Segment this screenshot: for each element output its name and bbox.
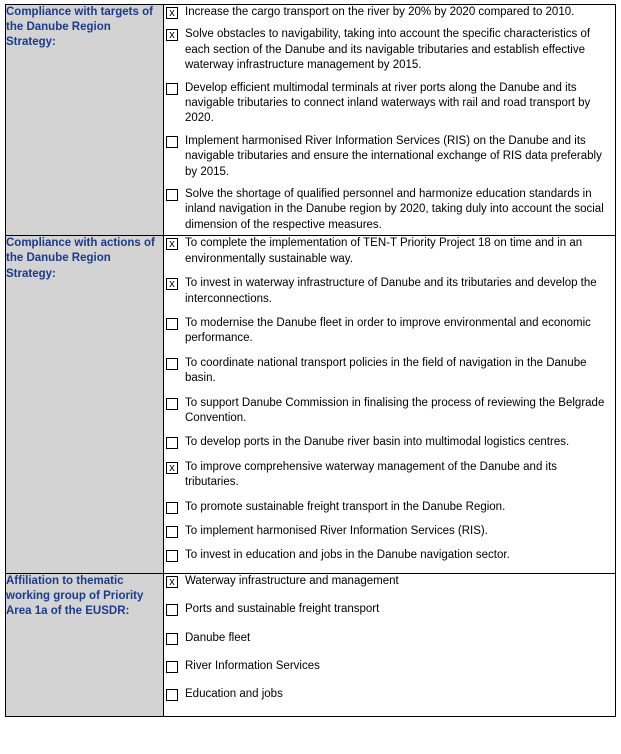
row-label-actions: Compliance with actions of the Danube Region Strategy: <box>6 237 155 280</box>
list-item-label: To develop ports in the Danube river basin into multimodal logistics centres. <box>185 436 570 449</box>
checklist-affiliation <box>164 573 616 716</box>
list-item[interactable] <box>164 187 615 233</box>
list-item[interactable] <box>164 524 615 539</box>
list-item-label: Implement harmonised River Information Services (RIS) on the Danube and its navigable tributaries and ensure the international exchange of RIS data preferably by 2015. <box>185 134 602 178</box>
checkbox-icon[interactable] <box>166 83 178 95</box>
checkbox-icon[interactable] <box>166 358 178 370</box>
list-item-label: Ports and sustainable freight transport <box>185 603 380 616</box>
list-item[interactable] <box>164 81 615 127</box>
list-item-label: To modernise the Danube fleet in order to improve environmental and economic performance. <box>185 316 591 345</box>
checkbox-icon[interactable] <box>166 318 178 330</box>
list-item[interactable] <box>164 500 615 515</box>
list-item-label: Solve obstacles to navigability, taking into account the specific characteristics of each section of the Danube and its navigable tributaries and establish effective waterway infrastructure management by 2015. <box>185 28 591 72</box>
list-item-label: River Information Services <box>185 660 320 672</box>
checkbox-icon[interactable] <box>166 604 178 616</box>
list-item-label: To promote sustainable freight transport in the Danube Region. <box>185 500 506 513</box>
list-item[interactable] <box>164 316 615 347</box>
list-item-label: Develop efficient multimodal terminals at river ports along the Danube and its navigable tributaries to connect inland waterways with rail and road transport by 2020. <box>185 81 591 125</box>
checklist-actions <box>164 236 616 574</box>
list-item-label: To coordinate national transport policies in the field of navigation in the Danube basin. <box>185 356 587 385</box>
table-row-targets <box>6 5 616 236</box>
list-item-label: To improve comprehensive waterway management of the Danube and its tributaries. <box>185 460 558 489</box>
checkbox-icon[interactable] <box>166 633 178 645</box>
compliance-form-table <box>5 4 616 717</box>
list-item[interactable] <box>164 631 615 646</box>
checkbox-icon[interactable] <box>166 576 178 588</box>
list-item-label: To implement harmonised River Information Services (RIS). <box>185 524 488 537</box>
row-label-cell-targets <box>6 5 164 236</box>
checkbox-icon[interactable] <box>166 526 178 538</box>
checkbox-icon[interactable] <box>166 278 178 290</box>
list-item[interactable] <box>164 5 615 20</box>
checkbox-icon[interactable] <box>166 502 178 514</box>
list-item[interactable] <box>164 548 615 563</box>
list-item-label: Danube fleet <box>185 631 251 644</box>
list-item[interactable] <box>164 27 615 73</box>
list-item-label: Increase the cargo transport on the river by 20% by 2020 compared to 2010. <box>185 6 575 18</box>
row-label-cell-actions <box>6 236 164 574</box>
checkbox-icon[interactable] <box>166 398 178 410</box>
list-item-label: Education and jobs <box>185 688 283 701</box>
checkbox-icon[interactable] <box>166 238 178 250</box>
list-item[interactable] <box>164 574 615 589</box>
checkbox-icon[interactable] <box>166 661 178 673</box>
list-item-label: To support Danube Commission in finalising the process of reviewing the Belgrade Convention. <box>185 396 605 424</box>
table-row-actions <box>6 236 616 574</box>
row-label-targets: Compliance with targets of the Danube Region Strategy: <box>6 6 153 49</box>
list-item-label: Waterway infrastructure and management <box>185 574 399 587</box>
checkbox-icon[interactable] <box>166 550 178 562</box>
checkbox-icon[interactable] <box>166 7 178 19</box>
list-item[interactable] <box>164 602 615 617</box>
checkbox-icon[interactable] <box>166 437 178 449</box>
list-item-label: To invest in education and jobs in the Danube navigation sector. <box>185 549 510 562</box>
row-label-affiliation: Affiliation to thematic working group of Priority Area 1a of the EUSDR: <box>6 574 144 618</box>
list-item[interactable] <box>164 134 615 180</box>
checkbox-icon[interactable] <box>166 462 178 474</box>
list-item[interactable] <box>164 687 615 702</box>
checkbox-icon[interactable] <box>166 689 178 701</box>
list-item[interactable] <box>164 356 615 387</box>
list-item[interactable] <box>164 435 615 450</box>
list-item[interactable] <box>164 396 615 427</box>
table-row-affiliation <box>6 573 616 716</box>
checklist-targets <box>164 5 616 236</box>
list-item[interactable] <box>164 460 615 491</box>
checkbox-icon[interactable] <box>166 136 178 148</box>
list-item[interactable] <box>164 236 615 267</box>
row-label-cell-affiliation <box>6 573 164 716</box>
checkbox-icon[interactable] <box>166 29 178 41</box>
list-item-label: To complete the implementation of TEN-T Priority Project 18 on time and in an environmentally sustainable way. <box>185 237 583 265</box>
list-item[interactable] <box>164 276 615 307</box>
list-item[interactable] <box>164 659 615 674</box>
list-item-label: To invest in waterway infrastructure of Danube and its tributaries and develop the interconnections. <box>185 277 597 305</box>
list-item-label: Solve the shortage of qualified personnel and harmonize education standards in inland navigation in the Danube region by 2020, taking duly into account the social dimension of the respective measures. <box>185 188 604 231</box>
checkbox-icon[interactable] <box>166 189 178 201</box>
